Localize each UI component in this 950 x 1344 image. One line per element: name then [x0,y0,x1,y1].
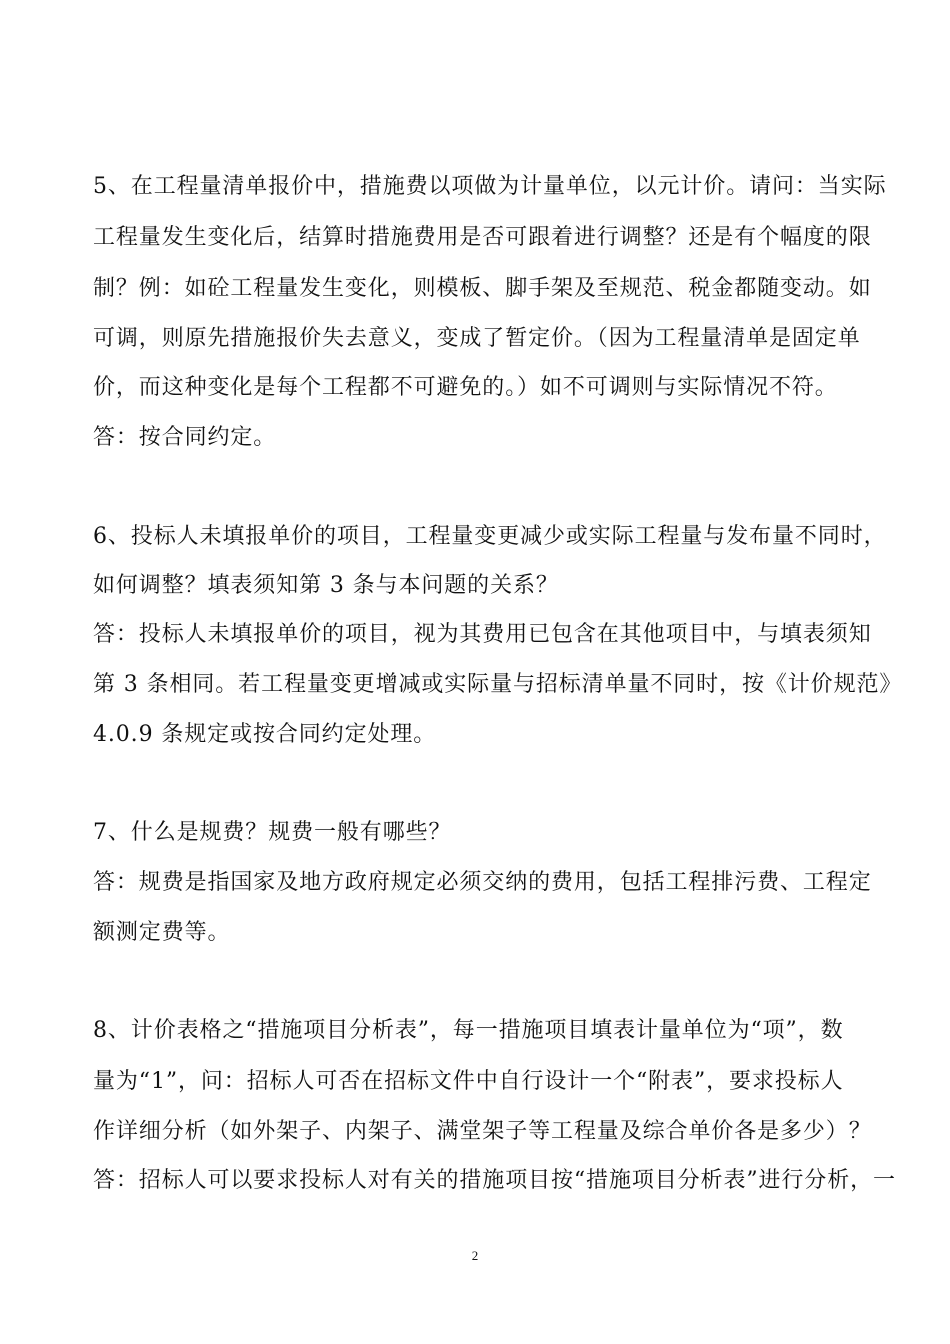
q8-line-3: 作详细分析（如外架子、内架子、满堂架子等工程量及综合单价各是多少）？ [93,1119,872,1144]
q6-answer-line-3: 4.0.9 条规定或按合同约定处理。 [93,722,437,747]
q8-line-2: 量为“1”，问：招标人可否在招标文件中自行设计一个“附表”，要求投标人 [93,1069,844,1094]
q6-answer-line-1: 答：投标人未填报单价的项目，视为其费用已包含在其他项目中，与填表须知 [93,622,872,647]
q8-answer-line-1: 答：招标人可以要求投标人对有关的措施项目按“措施项目分析表”进行分析，一 [93,1168,896,1193]
q7-answer-line-2: 额测定费等。 [93,920,231,945]
q7-line-1: 7、什么是规费？规费一般有哪些？ [93,820,452,845]
q5-line-2: 工程量发生变化后，结算时措施费用是否可跟着进行调整？还是有个幅度的限 [93,225,872,250]
q5-answer: 答：按合同约定。 [93,425,277,450]
q8-line-1: 8、计价表格之“措施项目分析表”，每一措施项目填表计量单位为“项”，数 [93,1018,844,1043]
q6-line-1: 6、投标人未填报单价的项目，工程量变更减少或实际工程量与发布量不同时， [93,524,887,549]
q7-answer-line-1: 答：规费是指国家及地方政府规定必须交纳的费用，包括工程排污费、工程定 [93,870,872,895]
q5-line-1: 5、在工程量清单报价中，措施费以项做为计量单位，以元计价。请问：当实际 [93,174,887,199]
q6-answer-line-2: 第 3 条相同。若工程量变更增减或实际量与招标清单量不同时，按《计价规范》 [93,672,903,697]
q5-line-4: 可调，则原先措施报价失去意义，变成了暂定价。（因为工程量清单是固定单 [93,326,861,351]
q5-line-5: 价，而这种变化是每个工程都不可避免的。）如不可调则与实际情况不符。 [93,375,838,400]
q6-line-2: 如何调整？填表须知第 3 条与本问题的关系？ [93,573,559,598]
page-number: 2 [471,1248,479,1263]
q5-line-3: 制？例：如砼工程量发生变化，则模板、脚手架及至规范、税金都随变动。如 [93,276,872,301]
